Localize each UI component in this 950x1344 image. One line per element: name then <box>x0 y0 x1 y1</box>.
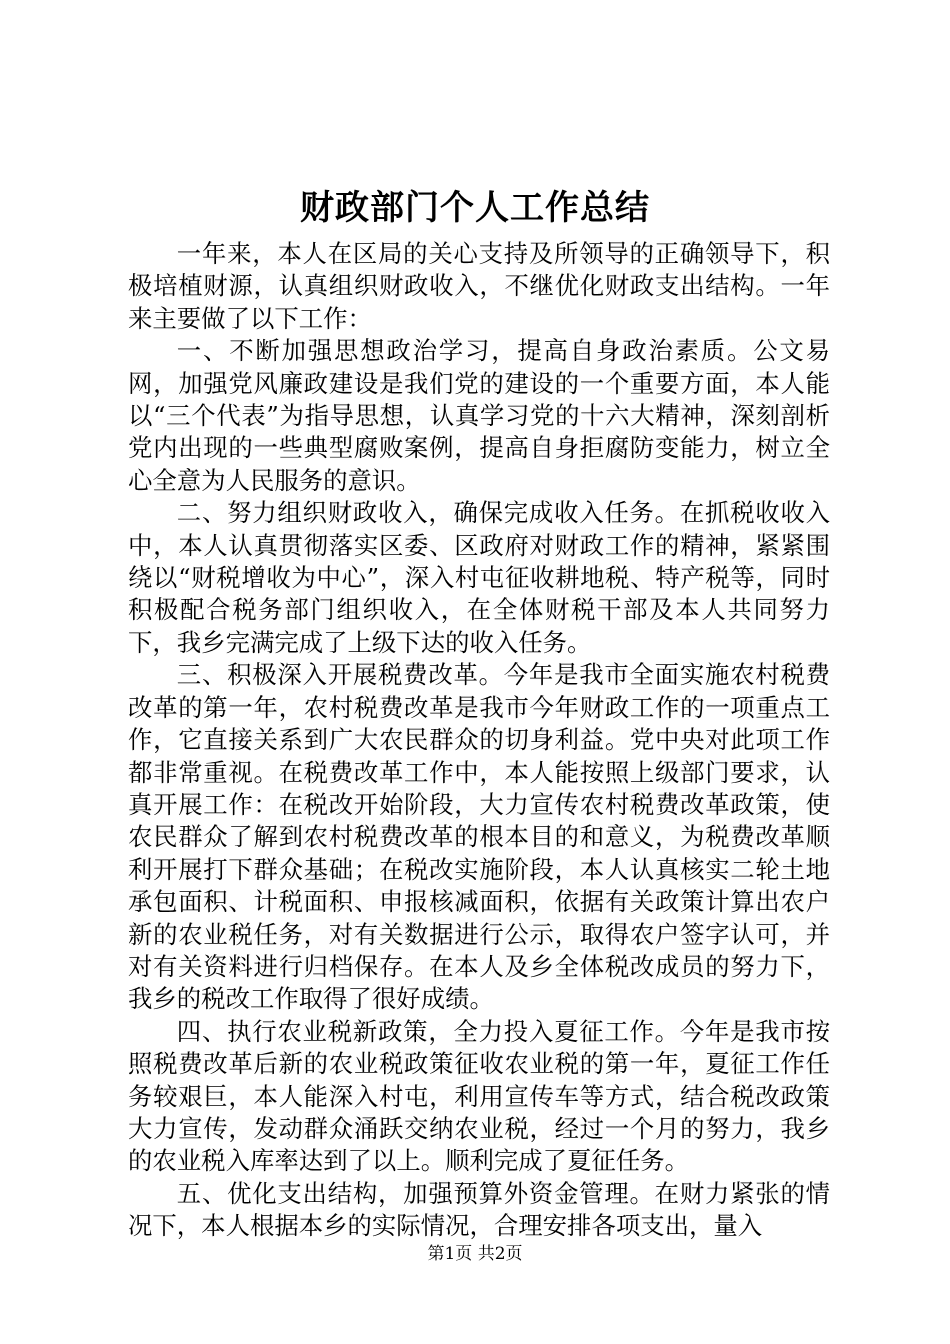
paragraph-section-5: 五、优化支出结构，加强预算外资金管理。在财力紧张的情况下，本人根据本乡的实际情况，合理安排各项支出，量入 <box>128 1178 830 1241</box>
paragraph-section-3: 三、积极深入开展税费改革。今年是我市全面实施农村税费改革的第一年，农村税费改革是我市今年财政工作的一项重点工作，它直接关系到广大农民群众的切身利益。党中央对此项工作都非常重视。在税费改革工作中，本人能按照上级部门要求，认真开展工作：在税改开始阶段，大力宣传农村税费改革政策，使农民群众了解到农村税费改革的根本目的和意义，为税费改革顺利开展打下群众基础；在税改实施阶段，本人认真核实二轮土地承包面积、计税面积、申报核减面积，依据有关政策计算出农户新的农业税任务，对有关数据进行公示，取得农户签字认可，并对有关资料进行归档保存。在本人及乡全体税改成员的努力下，我乡的税改工作取得了很好成绩。 <box>128 660 830 1014</box>
paragraph-section-4: 四、执行农业税新政策，全力投入夏征工作。今年是我市按照税费改革后新的农业税政策征收农业税的第一年，夏征工作任务较艰巨，本人能深入村屯，利用宣传车等方式，结合税改政策大力宣传，发动群众涌跃交纳农业税，经过一个月的努力，我乡的农业税入库率达到了以上。顺利完成了夏征任务。 <box>128 1016 830 1176</box>
paragraph-intro: 一年来，本人在区局的关心支持及所领导的正确领导下，积极培植财源，认真组织财政收入，不继优化财政支出结构。一年来主要做了以下工作： <box>128 239 830 333</box>
paragraph-section-2: 二、努力组织财政收入，确保完成收入任务。在抓税收收入中，本人认真贯彻落实区委、区政府对财政工作的精神，紧紧围绕以“财税增收为中心”，深入村屯征收耕地税、特产税等，同时积极配合税务部门组织收入，在全体财税干部及本人共同努力下，我乡完满完成了上级下达的收入任务。 <box>128 498 830 657</box>
page-number: 第1页 共2页 <box>427 1244 523 1264</box>
document-title: 财政部门个人工作总结 <box>300 188 650 228</box>
paragraph-section-1: 一、不断加强思想政治学习，提高自身政治素质。公文易网，加强党风廉政建设是我们党的建设的一个重要方面，本人能以“三个代表”为指导思想，认真学习党的十六大精神，深刻剖析党内出现的一些典型腐败案例，提高自身拒腐防变能力，树立全心全意为人民服务的意识。 <box>128 336 830 495</box>
document-body <box>128 238 830 1243</box>
